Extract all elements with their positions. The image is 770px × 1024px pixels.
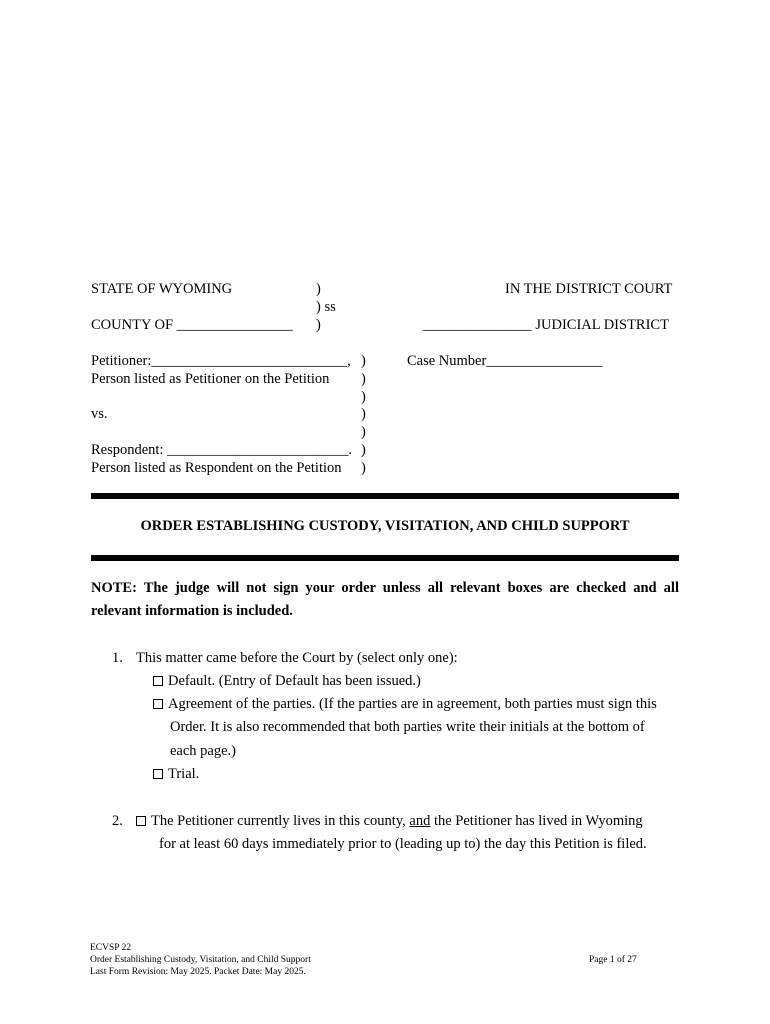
footer-form-name: Order Establishing Custody, Visitation, and Child Support [90, 955, 311, 965]
item-2-number: 2. [112, 813, 123, 829]
caption-paren: ) [316, 317, 321, 333]
option-trial[interactable] [153, 763, 199, 786]
footer-page-number: Page 1 of 27 [589, 955, 637, 965]
caption-paren: ) [361, 371, 366, 387]
judicial-district-field[interactable]: _______________ JUDICIAL DISTRICT [423, 317, 669, 333]
option-default[interactable] [153, 670, 421, 693]
option-agreement-line-3: each page.) [170, 743, 237, 759]
option-default-label: Default. (Entry of Default has been issued.) [168, 673, 421, 689]
caption-paren: ) [361, 353, 366, 369]
item-2[interactable] [136, 810, 643, 833]
item-2-text-before: The Petitioner currently lives in this county, [151, 813, 406, 829]
checkbox-trial[interactable] [153, 769, 163, 779]
document-title: ORDER ESTABLISHING CUSTODY, VISITATION, AND CHILD SUPPORT [140, 518, 630, 534]
county-field[interactable]: COUNTY OF ________________ [91, 317, 293, 333]
item-2-and: and [409, 813, 431, 829]
bottom-rule [91, 555, 679, 561]
item-1-number: 1. [112, 650, 123, 666]
top-rule [91, 493, 679, 499]
option-agreement-line-2: Order. It is also recommended that both parties write their initials at the bottom of [170, 719, 645, 735]
state-of-wyoming: STATE OF WYOMING [91, 281, 233, 297]
caption-paren: ) [361, 442, 366, 458]
checkbox-agreement[interactable] [153, 699, 163, 709]
caption-paren: ) [361, 460, 366, 476]
caption-paren: ) [361, 424, 366, 440]
footer-form-code: ECVSP 22 [90, 943, 132, 953]
respondent-field[interactable]: Respondent: _________________________. [91, 442, 352, 458]
item-1-text: This matter came before the Court by (select only one): [136, 650, 458, 666]
option-agreement-label: Agreement of the parties. (If the parties are in agreement, both parties must sign this [168, 696, 657, 712]
item-2-line-2: for at least 60 days immediately prior to (leading up to) the day this Petition is filed. [159, 836, 647, 852]
petitioner-field[interactable]: Petitioner:___________________________, [91, 353, 351, 369]
respondent-note: Person listed as Respondent on the Petition [91, 460, 342, 476]
caption-paren: ) [316, 281, 321, 297]
option-agreement[interactable] [153, 693, 657, 716]
caption-paren: ) [361, 389, 366, 405]
option-trial-label: Trial. [168, 766, 200, 782]
item-2-text-after: the Petitioner has lived in Wyoming [433, 813, 643, 829]
caption-paren-ss: ) ss [316, 299, 336, 315]
court-name: IN THE DISTRICT COURT [505, 281, 673, 297]
versus-label: vs. [91, 406, 108, 422]
footer-revision: Last Form Revision: May 2025. Packet Date: May 2025. [90, 967, 306, 977]
caption-paren: ) [361, 406, 366, 422]
petitioner-note: Person listed as Petitioner on the Petition [91, 371, 330, 387]
checkbox-default[interactable] [153, 676, 163, 686]
checkbox-residency[interactable] [136, 816, 146, 826]
case-number-field[interactable]: Case Number________________ [407, 353, 603, 369]
note-paragraph: NOTE: The judge will not sign your order unless all relevant boxes are checked and all relevant information is included. [91, 580, 679, 619]
